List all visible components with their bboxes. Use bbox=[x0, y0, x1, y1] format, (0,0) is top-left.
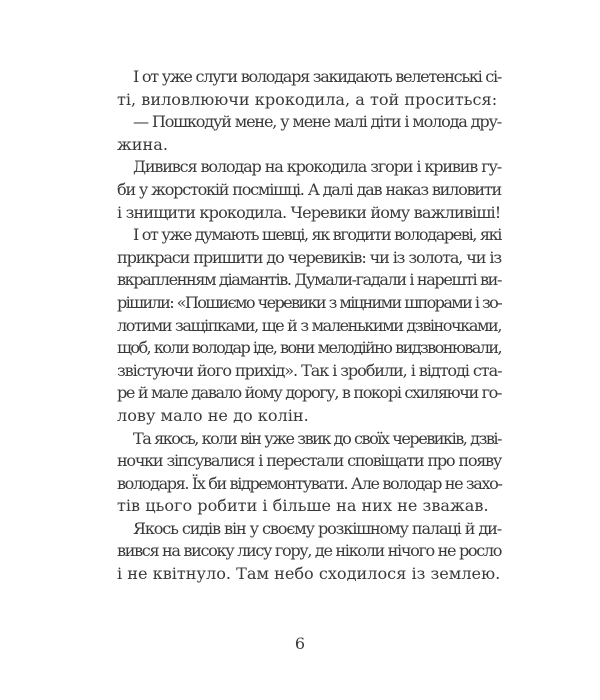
text-line: лотими защіпками, ще й з маленькими дзвіночками, bbox=[117, 315, 501, 335]
text-line: володаря. Їх би відремонтувати. Але володар не захо- bbox=[117, 473, 502, 493]
paragraph bbox=[117, 518, 501, 586]
text-line: Та якось, коли він уже звик до своїх черевиків, дзві- bbox=[133, 428, 501, 448]
body-text bbox=[117, 66, 501, 586]
text-line: — Пошкодуй мене, у мене малі діти і молода дру- bbox=[133, 112, 501, 132]
text-line: ночки зіпсувалися і перестали сповіщати про появу bbox=[117, 451, 501, 471]
text-line: ті, виловлюючи крокодила, а той проситься: bbox=[117, 89, 498, 109]
text-line: звістуючи його прихід». Так і зробили, і відтоді ста- bbox=[117, 360, 502, 380]
text-line: і знищити крокодила. Черевики йому важливіші! bbox=[117, 202, 501, 222]
text-line: І от уже думають шевці, як вгодити володареві, які bbox=[133, 225, 501, 245]
paragraph bbox=[117, 156, 501, 224]
paragraph bbox=[117, 224, 501, 427]
page-number: 6 bbox=[294, 634, 306, 653]
text-line: ре й мале давало йому дорогу, в покорі схиляючи го- bbox=[117, 383, 501, 403]
text-line: би у жорстокій посмішці. А далі дав наказ виловити bbox=[117, 179, 501, 199]
paragraph bbox=[117, 66, 501, 111]
text-line: вився на високу лису гору, де ніколи нічого не росло bbox=[117, 541, 502, 561]
text-line: щоб, коли володар іде, вони мелодійно видзвонювали, bbox=[117, 338, 501, 358]
text-line: і не квітнуло. Там небо сходилося із землею. bbox=[117, 564, 501, 584]
text-line: вкрапленням діамантів. Думали-гадали і нарешті ви- bbox=[117, 270, 501, 290]
text-line: Дивився володар на крокодила згори і кривив гу- bbox=[133, 157, 501, 177]
text-line: рішили: «Пошиємо черевики з міцними шпорами і зо- bbox=[117, 292, 501, 312]
paragraph bbox=[117, 111, 501, 156]
text-line: лову мало не до колін. bbox=[117, 405, 309, 425]
text-line: тів цього робити і більше на них не зважав. bbox=[117, 496, 489, 516]
text-line: І от уже слуги володаря закидають велетенські сі- bbox=[133, 67, 501, 86]
text-line: Якось сидів він у своєму розкішному палаці й ди- bbox=[133, 518, 501, 538]
text-line: прикраси пришити до черевиків: чи із золота, чи із bbox=[117, 247, 501, 267]
text-line: жина. bbox=[117, 134, 168, 154]
paragraph bbox=[117, 428, 501, 518]
